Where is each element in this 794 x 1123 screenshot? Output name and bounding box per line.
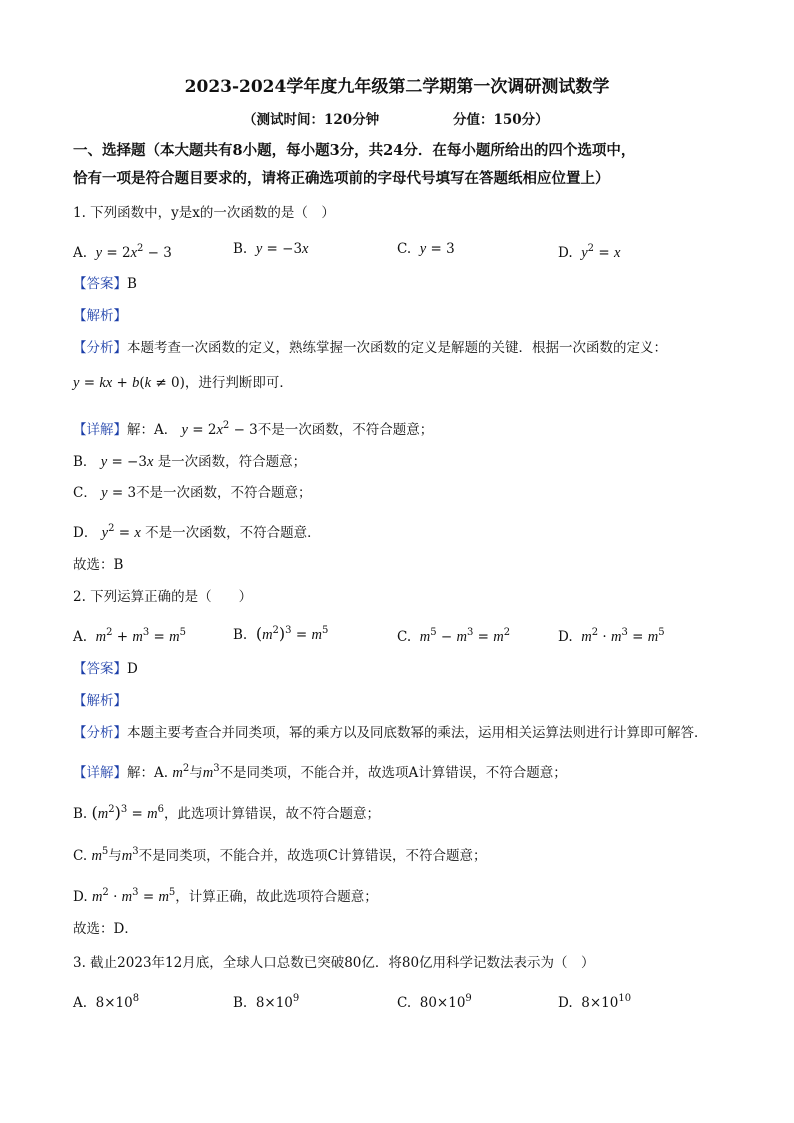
q2-option-c: C. $m^5 - m^3 = m^2$: [397, 627, 511, 645]
q1-option-a: A. $y = 2x^2 - 3$: [73, 243, 172, 261]
section-heading-line2: 恰有一项是符合题目要求的，请将正确选项前的字母代号填写在答题纸相应位置上）: [73, 170, 610, 187]
q1-choose: 故选：B: [73, 557, 124, 573]
q2-fenxi: 【分析】本题主要考查合并同类项，幂的乘方以及同底数幂的乘法，运用相关运算法则进行计算即可解答．: [73, 725, 708, 741]
q1-option-c-letter: C.: [397, 241, 412, 257]
q3-stem: 3. 截止2023年12月底，全球人口总数已突破80亿．将80亿用科学记数法表示为（ ）: [73, 955, 595, 971]
q2-option-a: A. $m^2 + m^3 = m^5$: [73, 627, 187, 645]
q1-option-b: B. y = −3x: [233, 241, 309, 257]
q1-option-c: C. y = 3: [397, 241, 455, 257]
answer-tag: 【答案】: [73, 276, 127, 292]
q1-detail-d: D． $y^2 = x$ 不是一次函数，不符合题意．: [73, 523, 321, 541]
q1-analysis-tag: 【解析】: [73, 308, 127, 324]
q3-option-d: D. $8\times 10^{10}$: [558, 993, 632, 1011]
q1-stem: 1. 下列函数中，y是x的一次函数的是（ ）: [73, 205, 335, 221]
q3-option-c: C. $80\times 10^9$: [397, 993, 472, 1011]
q1-fenxi-formula: y = kx + b(k ≠ 0)，进行判断即可．: [73, 375, 293, 391]
q1-option-b-letter: B.: [233, 241, 248, 257]
q2-detail-d: D. $m^2 \cdot m^3 = m^5$，计算正确，故此选项符合题意；: [73, 887, 378, 905]
q2-choose: 故选：D．: [73, 921, 138, 937]
q2-stem: 2. 下列运算正确的是（ ）: [73, 589, 253, 605]
q1-option-a-letter: A.: [73, 245, 88, 261]
q3-option-b: B. $8\times 10^9$: [233, 993, 300, 1011]
test-time: （测试时间：120分钟: [243, 112, 380, 128]
q2-detail-c: C. $m^5$与$m^3$不是同类项，不能合并，故选项C计算错误，不符合题意；: [73, 846, 487, 864]
total-score: 分值：150分）: [453, 112, 549, 128]
q1-option-d: D. $y^2 = x$: [558, 243, 621, 261]
q2-detail-b: B. $(m^2)^3 = m^6$，此选项计算错误，故不符合题意；: [73, 803, 381, 822]
section-heading-line1: 一、选择题（本大题共有8小题，每小题3分，共24分．在每小题所给出的四个选项中，: [73, 142, 636, 159]
page-title: 2023-2024学年度九年级第二学期第一次调研测试数学: [184, 77, 610, 97]
q1-fenxi: 【分析】本题考查一次函数的定义，熟练掌握一次函数的定义是解题的关键．根据一次函数的定义：: [73, 340, 667, 356]
q1-detail-b: B． y = −3x 是一次函数，符合题意；: [73, 454, 307, 470]
q2-answer: 【答案】D: [73, 661, 138, 677]
q2-answer-value: D: [127, 661, 138, 677]
q2-option-b: B. $(m^2)^3 = m^5$: [233, 624, 329, 643]
q1-detail-c: C． y = 3不是一次函数，不符合题意；: [73, 485, 312, 501]
q1-detail-a: 【详解】解：A． $y = 2x^2 - 3$不是一次函数，不符合题意；: [73, 420, 434, 438]
q3-option-a: A. $8\times 10^8$: [73, 993, 140, 1011]
q2-analysis-tag: 【解析】: [73, 693, 127, 709]
q1-answer-value: B: [127, 276, 137, 292]
q1-answer: [73, 275, 137, 293]
q1-option-d-letter: D.: [558, 245, 573, 261]
q2-option-d: D. $m^2 \cdot m^3 = m^5$: [558, 627, 665, 645]
q2-detail-a: 【详解】解：A. $m^2$与$m^3$不是同类项，不能合并，故选项A计算错误，不符合题意；: [73, 763, 567, 781]
